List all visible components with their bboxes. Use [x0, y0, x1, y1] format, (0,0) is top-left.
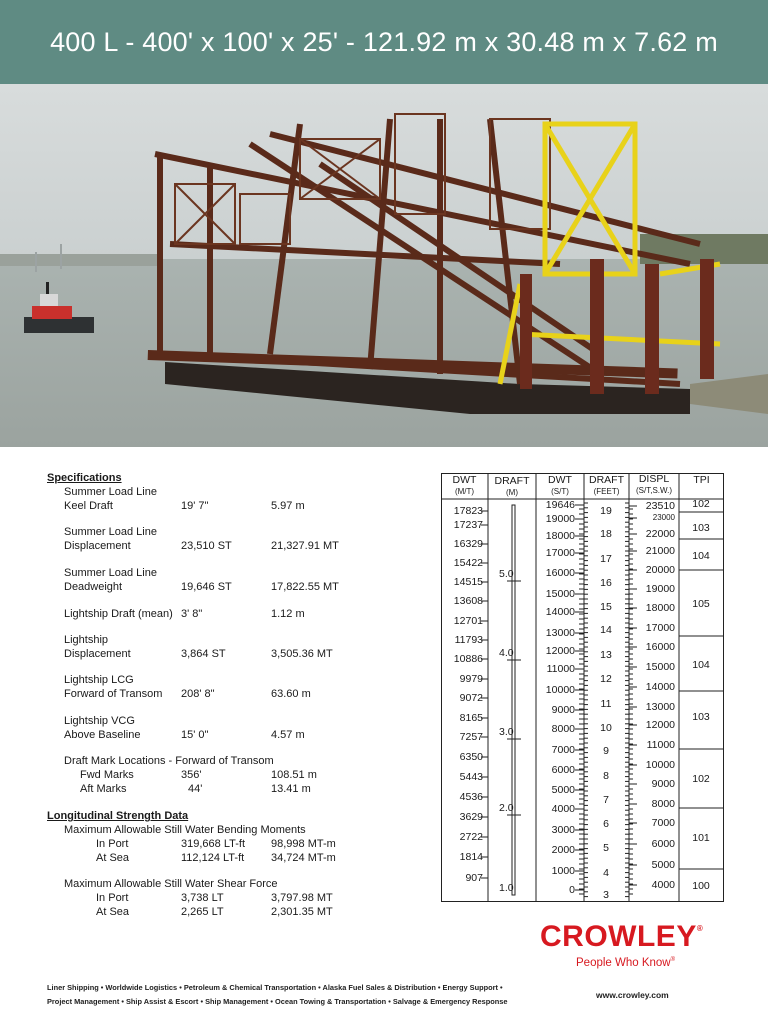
displ-value: 6000	[651, 838, 675, 850]
tpi-value: 104	[692, 659, 710, 671]
displ-value: 20000	[645, 564, 675, 576]
draft-ft-value: 8	[603, 770, 609, 782]
website-link[interactable]: www.crowley.com	[596, 990, 669, 1000]
bending-label: At Sea	[96, 852, 130, 864]
draft-m-scale-bar	[512, 505, 515, 895]
col-header-dwt-mt: DWT (M/T)	[452, 474, 477, 496]
tpi-value: 100	[692, 880, 710, 892]
spec-imperial: 3,864 ST	[181, 648, 226, 660]
strength-heading: Longitudinal Strength Data	[47, 810, 189, 822]
draft-ft-value: 3	[603, 889, 609, 901]
draft-ft-value: 12	[600, 673, 612, 685]
dwt-mt-value: 1814	[459, 851, 483, 863]
displ-value: 19000	[645, 583, 675, 595]
spec-metric: 63.60 m	[271, 688, 311, 700]
shear-imperial: 3,738 LT	[181, 892, 224, 904]
displ-value: 22000	[645, 528, 675, 540]
draft-ft-value: 17	[600, 553, 612, 565]
displ-value: 4000	[651, 879, 675, 891]
draft-mark-metric: 13.41 m	[271, 783, 311, 795]
displ-value: 16000	[645, 641, 675, 653]
dwt-st-value: 15000	[545, 588, 575, 600]
tpi-value: 101	[692, 832, 710, 844]
tpi-value: 105	[692, 598, 710, 610]
tpi-value: 102	[692, 773, 710, 785]
spec-imperial: 19' 7"	[181, 500, 209, 512]
draft-mark-imperial: 356'	[181, 769, 202, 781]
spec-label: Lightship LCG	[64, 674, 134, 686]
draft-ft-value: 16	[600, 577, 612, 589]
spec-label: Lightship	[64, 634, 109, 646]
draft-ft-value: 13	[600, 649, 612, 661]
draft-m-value: 1.0	[499, 882, 514, 894]
col-header-draft-m: DRAFT (M)	[494, 475, 530, 497]
draft-m-value: 3.0	[499, 726, 514, 738]
bending-imperial: 112,124 LT-ft	[181, 852, 245, 864]
dwt-st-value: 9000	[551, 704, 575, 716]
draft-ft-value: 15	[600, 601, 612, 613]
draft-ft-value: 6	[603, 818, 609, 830]
col-header-tpi: TPI	[693, 474, 710, 486]
spec-label: Displacement	[64, 648, 131, 660]
shear-label: In Port	[96, 892, 129, 904]
draft-ft-value: 7	[603, 794, 609, 806]
dwt-mt-value: 11793	[454, 634, 483, 646]
bending-label: In Port	[96, 838, 129, 850]
spec-label: Deadweight	[64, 581, 123, 593]
draft-ft-value: 10	[600, 722, 612, 734]
spec-metric: 1.12 m	[271, 608, 305, 620]
dwt-mt-value: 15422	[453, 557, 483, 569]
dwt-mt-value: 9072	[459, 692, 483, 704]
dwt-st-value: 13000	[545, 627, 575, 639]
draft-mark-label: Fwd Marks	[80, 769, 134, 781]
displ-value: 21000	[645, 545, 675, 557]
draft-ft-value: 5	[603, 842, 609, 854]
draft-ft-value: 19	[600, 505, 612, 517]
dwt-st-value: 0	[569, 884, 575, 896]
dwt-mt-value: 8165	[459, 712, 483, 724]
dwt-mt-value: 10886	[453, 653, 483, 665]
spec-label: Keel Draft	[64, 500, 113, 512]
draft-ft-value: 4	[603, 867, 609, 879]
tpi-value: 103	[692, 522, 710, 534]
displ-value: 23510	[645, 500, 675, 512]
dwt-st-value: 14000	[545, 606, 575, 618]
spec-imperial: 3' 8"	[181, 608, 203, 620]
bending-imperial: 319,668 LT-ft	[181, 838, 246, 850]
brand-tagline: People Who Know®	[576, 957, 676, 969]
dwt-st-value: 6000	[551, 764, 575, 776]
dwt-mt-value: 12701	[453, 615, 483, 627]
col-header-displ: DISPL (S/T,S.W.)	[636, 473, 672, 495]
shear-title: Maximum Allowable Still Water Shear Force	[64, 878, 278, 890]
spec-label: Lightship Draft (mean)	[64, 608, 173, 620]
spec-metric: 21,327.91 MT	[271, 540, 339, 552]
spec-metric: 3,505.36 MT	[271, 648, 333, 660]
displ-value: 7000	[651, 817, 675, 829]
draft-ft-value: 11	[600, 698, 612, 710]
displ-value: 17000	[645, 622, 675, 634]
spec-label: Lightship VCG	[64, 715, 135, 727]
draft-m-value: 5.0	[499, 568, 514, 580]
spec-imperial: 15' 0"	[181, 729, 209, 741]
shear-metric: 3,797.98 MT	[271, 892, 333, 904]
spec-imperial: 208' 8"	[181, 688, 215, 700]
dwt-st-value: 12000	[545, 645, 575, 657]
crowley-logo: CROWLEY®	[540, 920, 704, 953]
shear-label: At Sea	[96, 906, 130, 918]
displ-value: 12000	[645, 719, 675, 731]
spec-label: Displacement	[64, 540, 131, 552]
displ-value: 8000	[651, 798, 675, 810]
dwt-mt-value: 16329	[453, 538, 483, 550]
services-line-1: Liner Shipping • Worldwide Logistics • Petroleum & Chemical Transportation • Alaska Fuel Sales & Distribution • Energy Support •	[47, 983, 503, 992]
spec-label: Summer Load Line	[64, 486, 157, 498]
draft-ft-value: 14	[600, 624, 612, 636]
displ-value: 14000	[645, 681, 675, 693]
bending-metric: 98,998 MT-m	[271, 838, 336, 850]
draft-ft-value: 18	[600, 528, 612, 540]
services-line-2: Project Management • Ship Assist & Escort • Ship Management • Ocean Towing & Transportation • Salvage & Emergency Response	[47, 997, 508, 1006]
tpi-value: 103	[692, 711, 710, 723]
spec-label: Above Baseline	[64, 729, 141, 741]
tpi-value: 102	[692, 498, 710, 510]
dwt-mt-value: 13608	[453, 595, 483, 607]
dwt-st-value: 17000	[545, 547, 575, 559]
draft-scale-table	[441, 473, 724, 902]
dwt-st-value: 18000	[545, 530, 575, 542]
dwt-st-value: 5000	[551, 784, 575, 796]
dwt-st-value: 8000	[551, 723, 575, 735]
displ-value: 13000	[645, 701, 675, 713]
displ-value: 9000	[651, 778, 675, 790]
spec-metric: 17,822.55 MT	[271, 581, 339, 593]
dwt-st-value: 19646	[545, 499, 575, 511]
dwt-mt-value: 17237	[453, 519, 483, 531]
dwt-mt-value: 3629	[459, 811, 483, 823]
draft-m-value: 2.0	[499, 802, 514, 814]
draft-marks-title: Draft Mark Locations - Forward of Transom	[64, 755, 274, 767]
draft-mark-label: Aft Marks	[80, 783, 127, 795]
dwt-st-value: 2000	[551, 844, 575, 856]
displ-value: 5000	[651, 859, 675, 871]
dwt-st-value: 11000	[546, 663, 575, 675]
displ-value: 11000	[646, 739, 675, 751]
spec-label: Summer Load Line	[64, 526, 157, 538]
draft-mark-imperial: 44'	[188, 783, 203, 795]
dwt-st-value: 3000	[551, 824, 575, 836]
spec-label: Forward of Transom	[64, 688, 163, 700]
dwt-mt-value: 5443	[459, 771, 483, 783]
spec-metric: 4.57 m	[271, 729, 305, 741]
draft-m-value: 4.0	[499, 647, 514, 659]
col-header-dwt-st: DWT (S/T)	[548, 474, 572, 496]
dwt-mt-value: 4536	[459, 791, 483, 803]
shear-imperial: 2,265 LT	[181, 906, 224, 918]
specifications-heading: Specifications	[47, 472, 122, 484]
displ-value: 10000	[645, 759, 675, 771]
dwt-mt-value: 2722	[459, 831, 483, 843]
dwt-st-value: 10000	[545, 684, 575, 696]
draft-ft-value: 9	[603, 745, 609, 757]
dwt-mt-value: 6350	[459, 751, 483, 763]
displ-value: 23000	[652, 513, 675, 522]
col-header-draft-ft: DRAFT (FEET)	[589, 474, 624, 496]
spec-label: Summer Load Line	[64, 567, 157, 579]
dwt-mt-value: 17823	[453, 505, 483, 517]
dwt-st-value: 1000	[551, 865, 575, 877]
dwt-st-value: 4000	[551, 803, 575, 815]
draft-mark-metric: 108.51 m	[271, 769, 317, 781]
dwt-mt-value: 14515	[453, 576, 483, 588]
displ-value: 15000	[645, 661, 675, 673]
page-title: 400 L - 400' x 100' x 25' - 121.92 m x 30.48 m x 7.62 m	[50, 26, 718, 57]
spec-metric: 5.97 m	[271, 500, 305, 512]
dwt-mt-value: 9979	[459, 673, 483, 685]
shear-metric: 2,301.35 MT	[271, 906, 333, 918]
tpi-value: 104	[692, 550, 710, 562]
spec-imperial: 19,646 ST	[181, 581, 232, 593]
spec-imperial: 23,510 ST	[181, 540, 232, 552]
dwt-mt-value: 7257	[459, 731, 483, 743]
bending-metric: 34,724 MT-m	[271, 852, 336, 864]
bending-title: Maximum Allowable Still Water Bending Moments	[64, 824, 306, 836]
displ-value: 18000	[645, 602, 675, 614]
dwt-st-value: 19000	[545, 513, 575, 525]
dwt-st-value: 16000	[545, 567, 575, 579]
dwt-st-value: 7000	[551, 744, 575, 756]
dwt-mt-value: 907	[465, 872, 483, 884]
